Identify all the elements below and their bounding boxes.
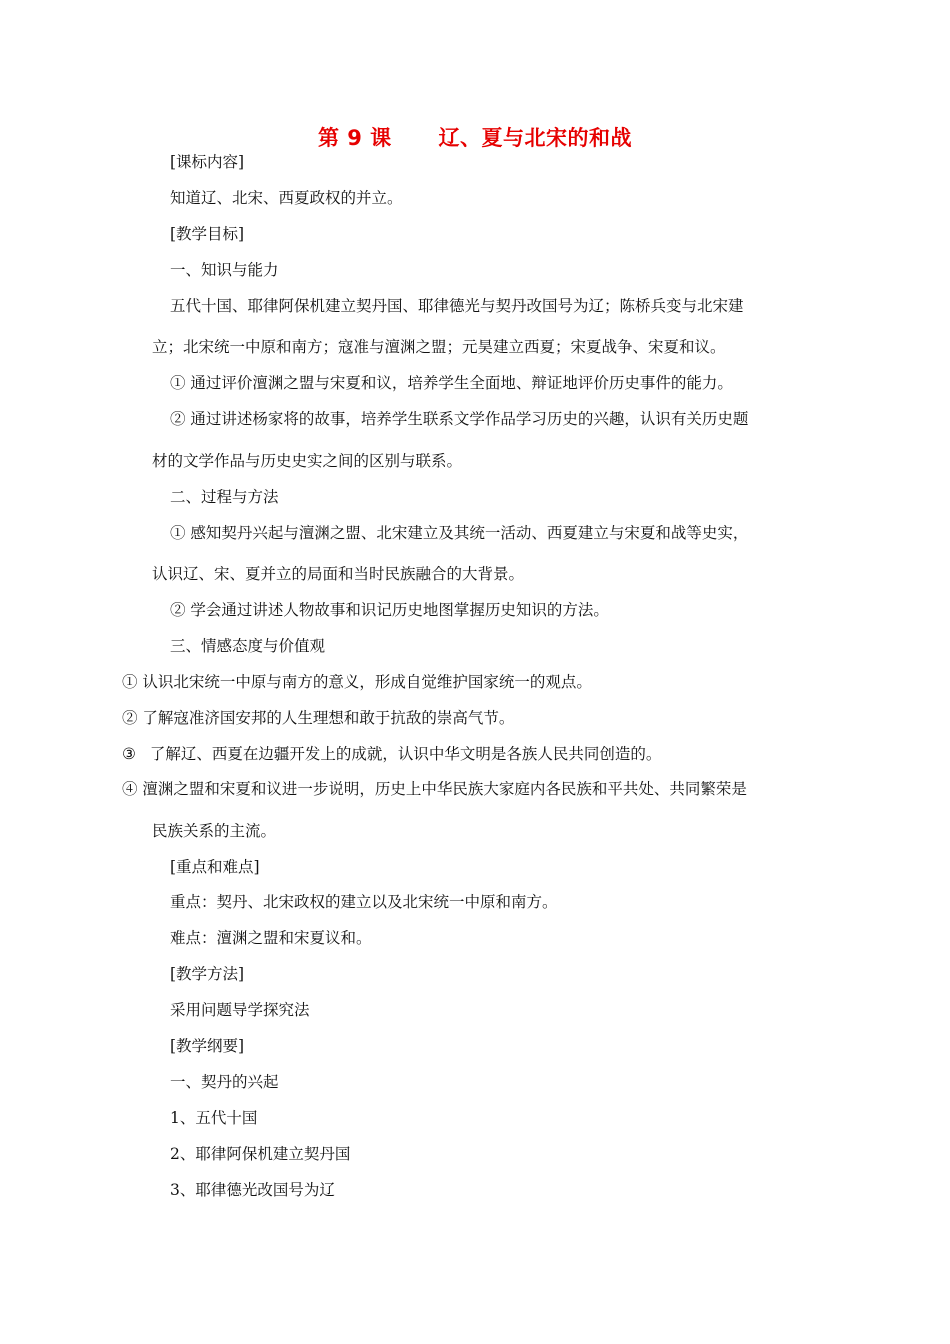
paragraph: 材的文学作品与历史史实之间的区别与联系。 [152, 452, 463, 470]
subheading-khitan: 一、契丹的兴起 [170, 1073, 279, 1091]
paragraph: 民族关系的主流。 [152, 822, 277, 840]
list-item: 3、耶律德光改国号为辽 [170, 1181, 335, 1199]
page-title: 第 9 课 辽、夏与北宋的和战 [317, 126, 633, 150]
list-item: 1、五代十国 [170, 1109, 258, 1127]
paragraph: 立；北宋统一中原和南方；寇准与澶渊之盟；元昊建立西夏；宋夏战争、宋夏和议。 [152, 338, 726, 356]
list-item: ② 学会通过讲述人物故事和识记历史地图掌握历史知识的方法。 [170, 601, 609, 619]
paragraph: 五代十国、耶律阿保机建立契丹国、耶律德光与契丹改国号为辽；陈桥兵变与北宋建 [170, 297, 744, 315]
section-heading-objectives: [教学目标] [170, 225, 245, 243]
paragraph: 难点：澶渊之盟和宋夏议和。 [170, 929, 372, 947]
section-heading-key-points: [重点和难点] [170, 858, 260, 876]
paragraph: 采用问题导学探究法 [170, 1001, 310, 1019]
list-item: ① 感知契丹兴起与澶渊之盟、北宋建立及其统一活动、西夏建立与宋夏和战等史实， [170, 524, 749, 542]
paragraph: 知道辽、北宋、西夏政权的并立。 [170, 189, 403, 207]
list-number: ③ [122, 745, 136, 763]
section-heading-methods: [教学方法] [170, 965, 245, 983]
section-heading-outline: [教学纲要] [170, 1037, 245, 1055]
subheading-values: 三、情感态度与价值观 [170, 637, 326, 655]
list-text: 了解辽、西夏在边疆开发上的成就，认识中华文明是各族人民共同创造的。 [149, 745, 662, 763]
subheading-knowledge: 一、知识与能力 [170, 261, 279, 279]
list-item: ① 通过评价澶渊之盟与宋夏和议，培养学生全面地、辩证地评价历史事件的能力。 [170, 374, 733, 392]
paragraph: 认识辽、宋、夏并立的局面和当时民族融合的大背景。 [152, 565, 525, 583]
list-item: ② 了解寇准济国安邦的人生理想和敢于抗敌的崇高气节。 [122, 709, 515, 727]
paragraph: 重点：契丹、北宋政权的建立以及北宋统一中原和南方。 [170, 893, 558, 911]
section-heading-curriculum: [课标内容] [170, 153, 245, 171]
list-item [122, 744, 661, 764]
list-item: ④ 澶渊之盟和宋夏和议进一步说明，历史上中华民族大家庭内各民族和平共处、共同繁荣是 [122, 780, 747, 798]
list-item: 2、耶律阿保机建立契丹国 [170, 1145, 351, 1163]
list-item: ① 认识北宋统一中原与南方的意义，形成自觉维护国家统一的观点。 [122, 673, 592, 691]
list-item: ② 通过讲述杨家将的故事，培养学生联系文学作品学习历史的兴趣，认识有关历史题 [170, 410, 749, 428]
subheading-process: 二、过程与方法 [170, 488, 279, 506]
